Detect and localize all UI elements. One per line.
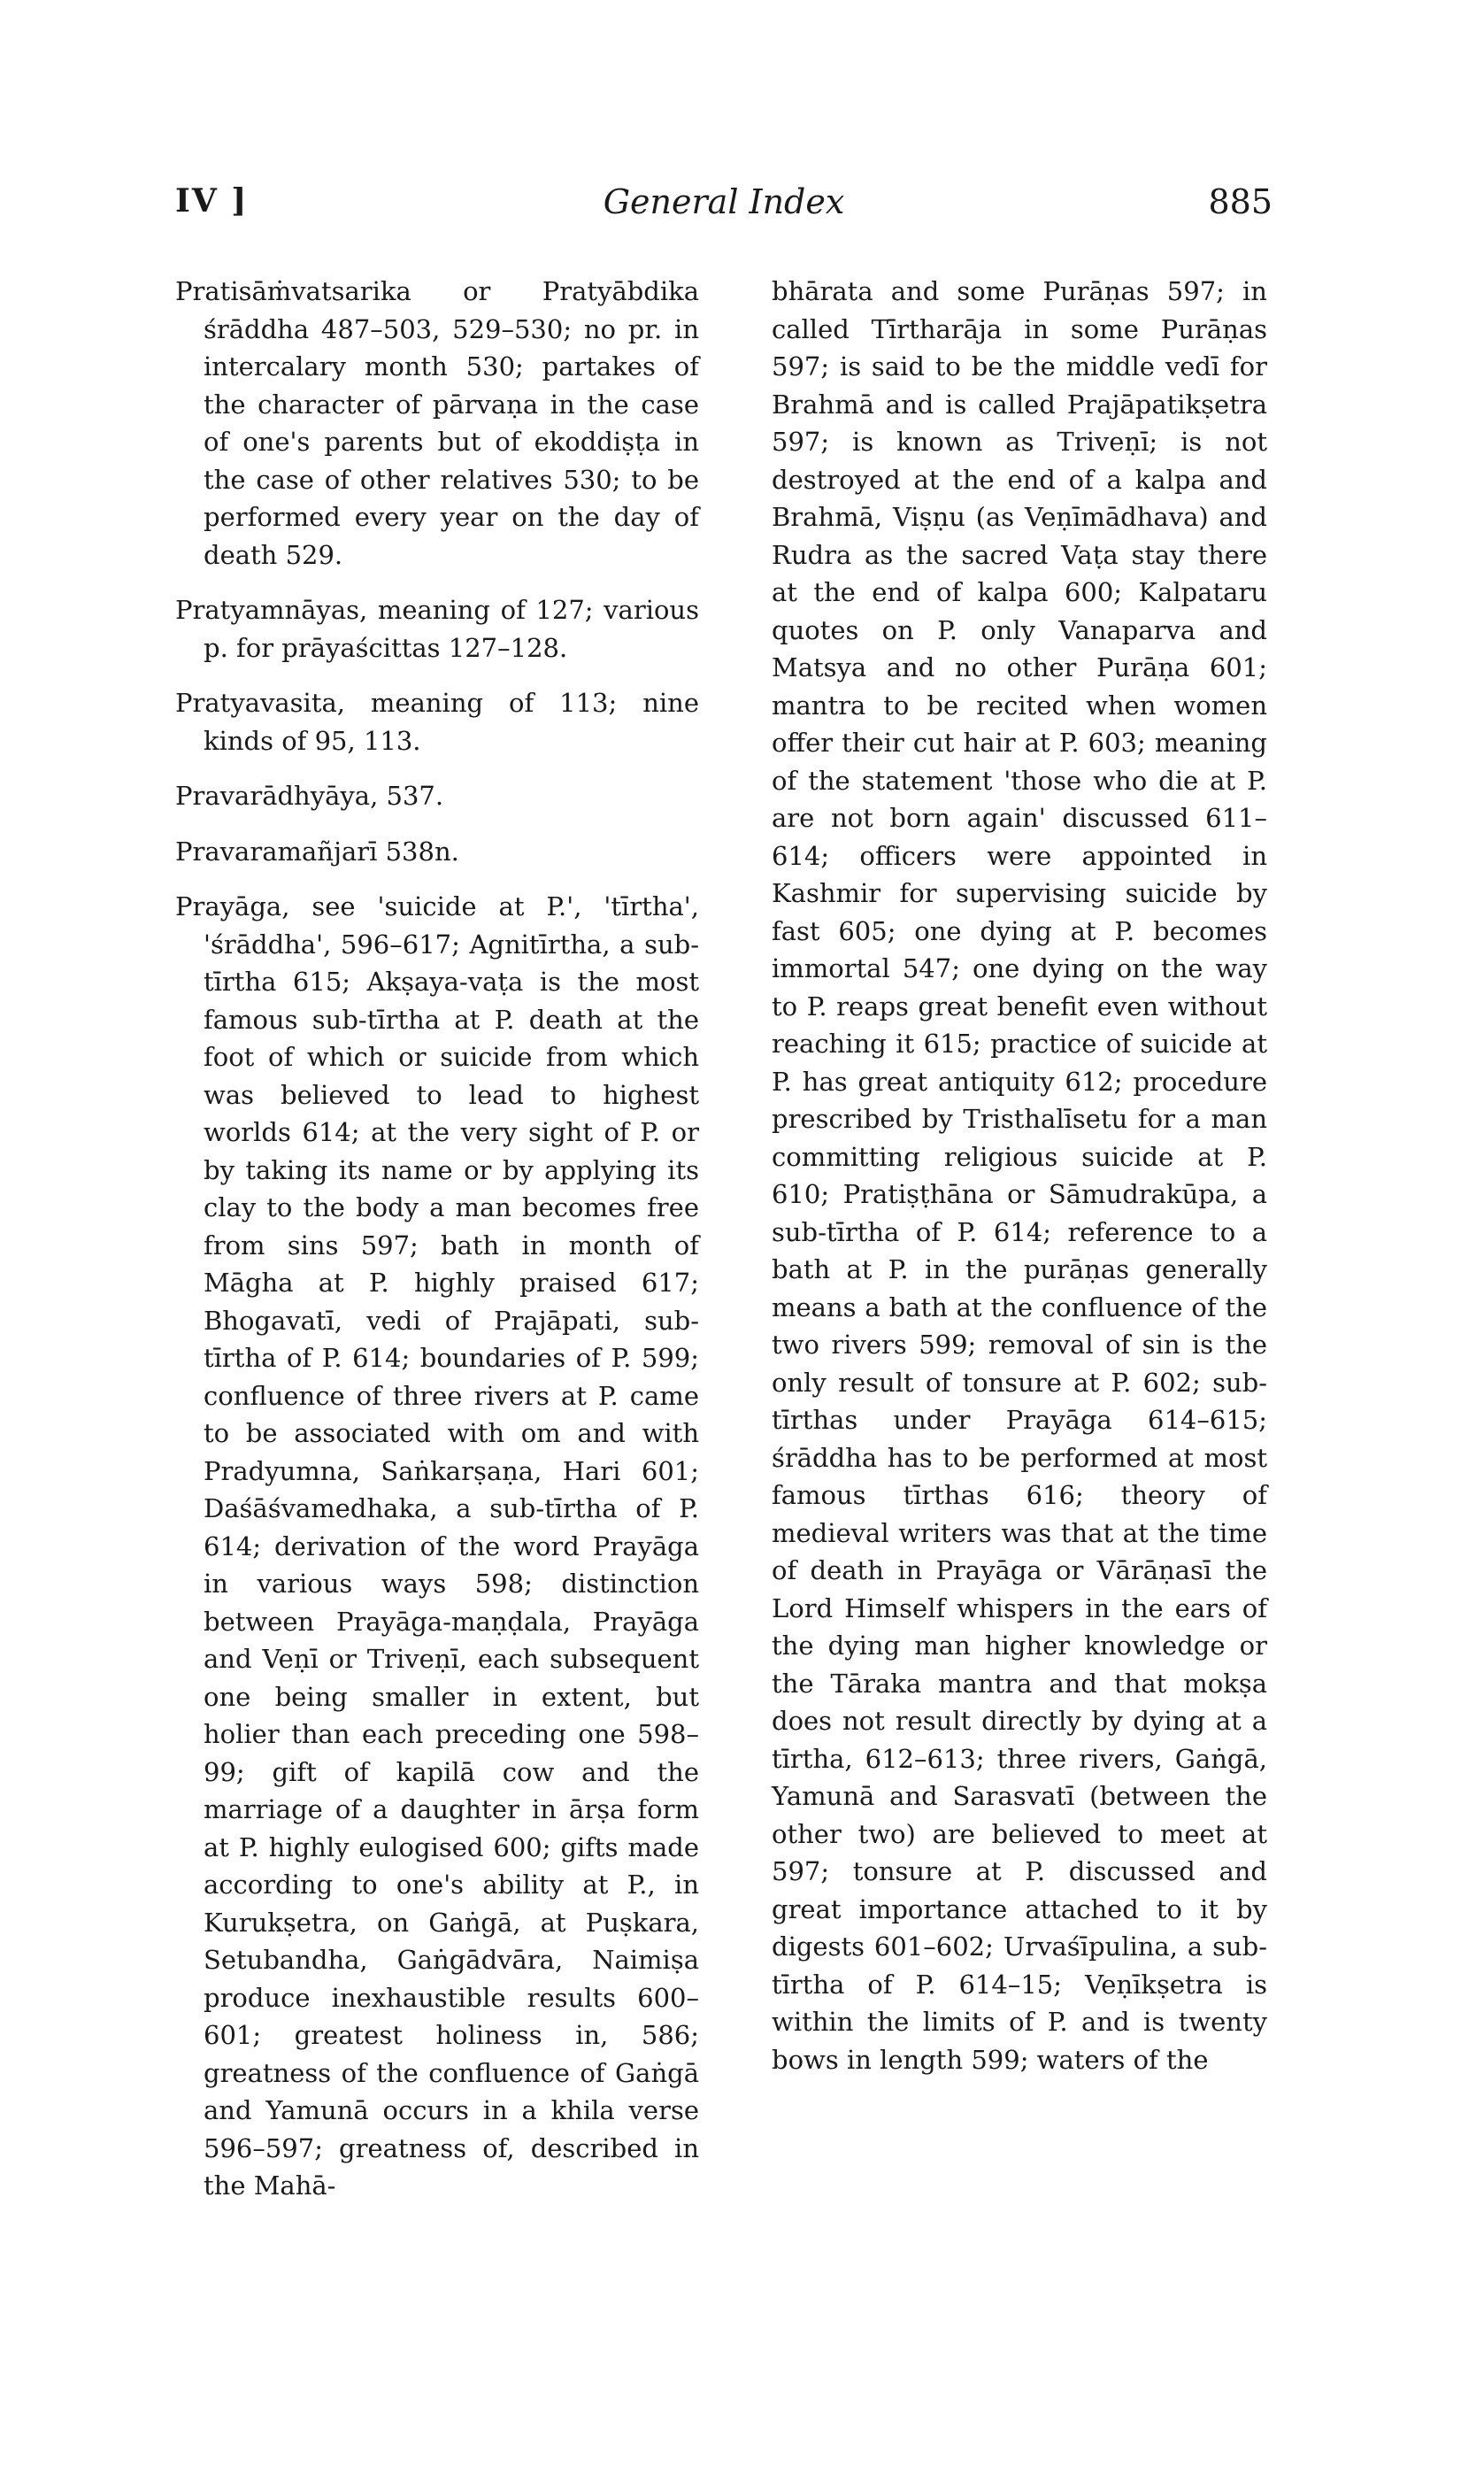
- index-entry-pravaradhyaya: Pravarādhyāya, 537.: [175, 781, 444, 811]
- index-entry-pratyavasita: Pratyavasita, meaning of 113; nine kinds of 95, 113.: [175, 688, 699, 756]
- index-entry-pratyamnayas: Pratyamnāyas, meaning of 127; various p. for prāyaścittas 127–128.: [175, 595, 699, 663]
- page-number: 885: [1208, 182, 1273, 221]
- page-header: [175, 182, 1273, 235]
- section-marker: IV ]: [175, 182, 249, 220]
- index-entry-pravaramanjari: Pravaramañjarī 538n.: [175, 836, 459, 867]
- index-entry-prayaga-continued: bhārata and some Purāṇas 597; in called Tīrtharāja in some Purāṇas 597; is said to be the middle vedī for Brahmā and is called Prajāpatikṣetra 597; is known as Triveṇī; is not destroyed at the end of a kalpa and Brahmā, Viṣṇu (as Veṇīmādhava) and Rudra as the sacred Vaṭa stay there at the end of kalpa 600; Kalpataru quotes on P. only Vanaparva and Matsya and no other Purāṇa 601; mantra to be recited when women offer their cut hair at P. 603; meaning of the statement 'those who die at P. are not born again' discussed 611–614; officers were appointed in Kashmir for supervising suicide by fast 605; one dying at P. becomes immortal 547; one dying on the way to P. reaps great benefit even without reaching it 615; practice of suicide at P. has great antiquity 612; procedure prescribed by Tristhalīsetu for a man committing religious suicide at P. 610; Pratiṣṭhāna or Sāmudrakūpa, a sub-tīrtha of P. 614; reference to a bath at P. in the purāṇas generally means a bath at the confluence of the two rivers 599; removal of sin is the only result of tonsure at P. 602; sub-tīrthas under Prayāga 614–615; śrāddha has to be performed at most famous tīrthas 616; theory of medieval writers was that at the time of death in Prayāga or Vārāṇasī the Lord Himself whispers in the ears of the dying man higher knowledge or the Tāraka mantra and that mokṣa does not result directly by dying at a tīrtha, 612–613; three rivers, Gaṅgā, Yamunā and Sarasvatī (between the other two) are believed to meet at 597; tonsure at P. discussed and great importance attached to it by digests 601–602; Urvaśīpulina, a sub-tīrtha of P. 614–15; Veṇīkṣetra is within the limits of P. and is twenty bows in length 599; waters of the: [772, 276, 1267, 2075]
- left-column: [175, 273, 699, 2223]
- index-entry-prayaga: Prayāga, see 'suicide at P.', 'tīrtha', 'śrāddha', 596–617; Agnitīrtha, a sub-tīrtha 615; Akṣaya-vaṭa is the most famous sub-tīrtha at P. death at the foot of which or suicide from which was believed to lead to highest worlds 614; at the very sight of P. or by taking its name or by applying its clay to the body a man becomes free from sins 597; bath in month of Māgha at P. highly praised 617; Bhogavatī, vedi of Prajāpati, sub-tīrtha of P. 614; boundaries of P. 599; confluence of three rivers at P. came to be associated with om and with Pradyumna, Saṅkarṣaṇa, Hari 601; Daśāśvamedhaka, a sub-tīrtha of P. 614; derivation of the word Prayāga in various ways 598; distinction between Prayāga-maṇḍala, Prayāga and Veṇī or Triveṇī, each subsequent one being smaller in extent, but holier than each preceding one 598–99; gift of kapilā cow and the marriage of a daughter in ārṣa form at P. highly eulogised 600; gifts made according to one's ability at P., in Kurukṣetra, on Gaṅgā, at Puṣkara, Setubandha, Gaṅgādvāra, Naimiṣa produce inexhaustible results 600–601; greatest holiness in, 586; greatness of the confluence of Gaṅgā and Yamunā occurs in a khila verse 596–597; greatness of, described in the Mahā-: [175, 891, 699, 2201]
- running-title: General Index: [603, 182, 845, 221]
- index-entry-pratisamvatsarika: Pratisāṁvatsarika or Pratyābdika śrāddha 487–503, 529–530; no pr. in intercalary month 530; partakes of the character of pārvaṇa in the case of one's parents but of ekoddiṣṭa in the case of other relatives 530; to be performed every year on the day of death 529.: [175, 276, 699, 570]
- right-column: [772, 273, 1267, 2078]
